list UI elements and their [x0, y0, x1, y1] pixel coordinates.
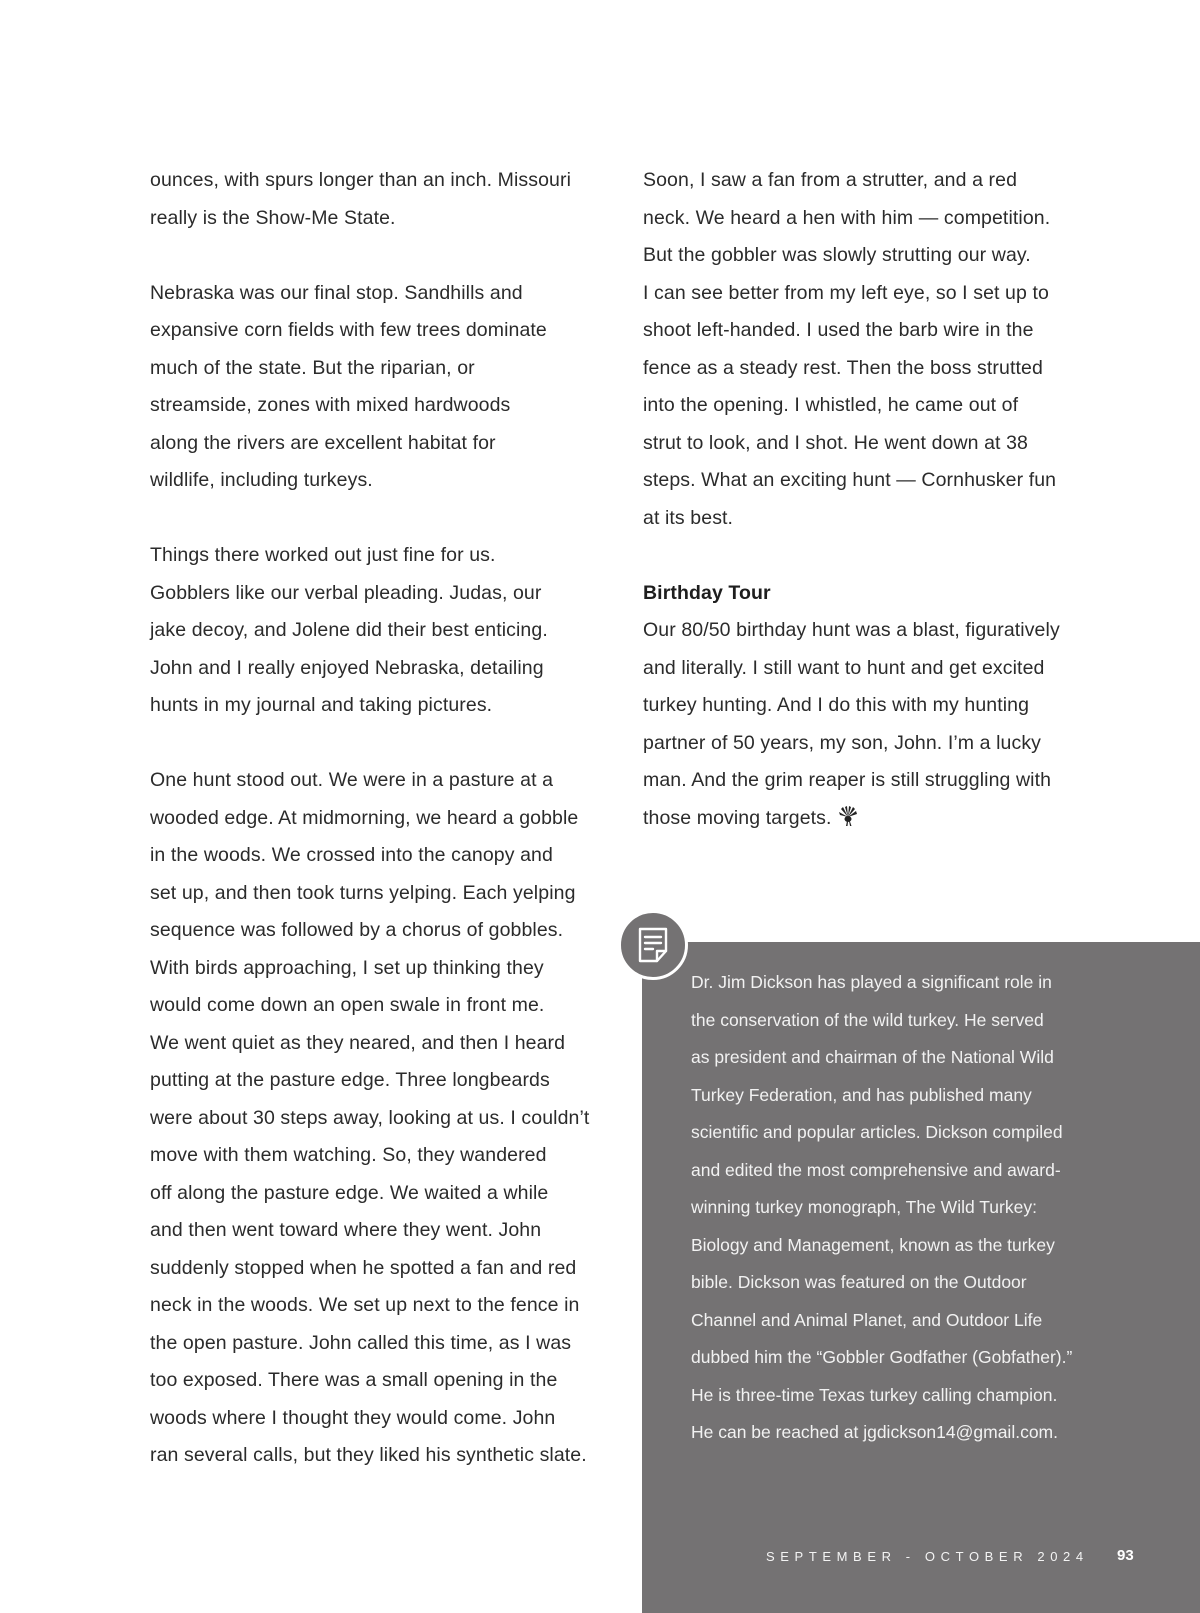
text-line: really is the Show-Me State. [150, 206, 396, 229]
text-line: putting at the pasture edge. Three longbeards [150, 1069, 550, 1091]
text-line: the open pasture. John called this time, as I was [150, 1331, 572, 1354]
text-line: into the opening. I whistled, he came out of [643, 394, 1019, 416]
section [643, 575, 1103, 840]
text-line: and then went toward where they went. John [150, 1219, 542, 1241]
bio-line: and edited the most comprehensive and award- [691, 1159, 1061, 1180]
bio-line: He is three-time Texas turkey calling champion. [691, 1384, 1058, 1405]
text-line: expansive corn fields with few trees dominate [150, 319, 547, 341]
text-line: Gobblers like our verbal pleading. Judas, our [150, 581, 542, 604]
paragraph [150, 275, 600, 500]
issue-date: SEPTEMBER - OCTOBER 2024 [766, 1549, 1089, 1564]
text-line: jake decoy, and Jolene did their best enticing. [150, 619, 548, 641]
text-line: those moving targets. [643, 806, 832, 829]
bio-line: the conservation of the wild turkey. He served [691, 1009, 1044, 1030]
right-column [643, 162, 1103, 839]
document-icon [618, 910, 688, 980]
text-line: Soon, I saw a fan from a strutter, and a red [643, 169, 1018, 191]
text-line: partner of 50 years, my son, John. I’m a lucky [643, 731, 1042, 754]
last-line [643, 800, 1103, 840]
author-bio-box [642, 942, 1200, 1613]
text-line: set up, and then took turns yelping. Each yelping [150, 881, 576, 904]
text-line: woods where I thought they would come. John [150, 1406, 556, 1429]
text-line: move with them watching. So, they wandered [150, 1144, 547, 1166]
text-line: and literally. I still want to hunt and get excited [643, 656, 1045, 679]
text-line: steps. What an exciting hunt — Cornhusker fun [643, 469, 1057, 491]
text-line: Our 80/50 birthday hunt was a blast, figuratively [643, 619, 1060, 641]
text-line: I can see better from my left eye, so I set up to [643, 281, 1049, 304]
paragraph [150, 162, 600, 237]
text-line: in the woods. We crossed into the canopy and [150, 844, 553, 866]
turkey-end-mark-icon [838, 802, 858, 840]
text-line: sequence was followed by a chorus of gobbles. [150, 919, 564, 941]
section-heading: Birthday Tour [643, 581, 771, 604]
text-line: hunts in my journal and taking pictures. [150, 694, 493, 716]
text-line: man. And the grim reaper is still struggling with [643, 769, 1052, 791]
page-number: 93 [1117, 1547, 1134, 1564]
bio-line: Dr. Jim Dickson has played a significant role in [691, 972, 1052, 992]
bio-line: He can be reached at jgdickson14@gmail.com. [691, 1422, 1058, 1442]
text-line: With birds approaching, I set up thinking they [150, 956, 544, 979]
bio-line: dubbed him the “Gobbler Godfather (Gobfather).” [691, 1347, 1073, 1367]
text-line: streamside, zones with mixed hardwoods [150, 394, 511, 416]
text-line: off along the pasture edge. We waited a while [150, 1181, 549, 1204]
text-line: turkey hunting. And I do this with my hunting [643, 694, 1030, 716]
text-line: John and I really enjoyed Nebraska, detailing [150, 656, 544, 679]
text-line: shoot left-handed. I used the barb wire in the [643, 319, 1034, 341]
text-line: wooded edge. At midmorning, we heard a gobble [150, 806, 579, 829]
text-line: ounces, with spurs longer than an inch. Missouri [150, 169, 572, 191]
paragraph [643, 162, 1103, 537]
text-line: Things there worked out just fine for us. [150, 544, 496, 566]
text-line: One hunt stood out. We were in a pasture at a [150, 769, 554, 791]
author-bio [691, 964, 1171, 1452]
bio-line: winning turkey monograph, The Wild Turkey: [691, 1197, 1037, 1217]
bio-line: bible. Dickson was featured on the Outdoor [691, 1272, 1027, 1292]
text-line: fence as a steady rest. Then the boss strutted [643, 356, 1043, 379]
bio-line: as president and chairman of the National Wild [691, 1047, 1054, 1067]
text-line: neck. We heard a hen with him — competition. [643, 206, 1051, 229]
paragraph [150, 762, 600, 1475]
bio-line: Turkey Federation, and has published many [691, 1084, 1032, 1105]
text-line: But the gobbler was slowly strutting our way. [643, 244, 1031, 266]
text-line: at its best. [643, 506, 734, 529]
text-line: wildlife, including turkeys. [150, 469, 373, 491]
text-line: neck in the woods. We set up next to the fence in [150, 1294, 580, 1316]
bio-line: scientific and popular articles. Dickson compiled [691, 1122, 1063, 1142]
paragraph [150, 537, 600, 725]
text-line: ran several calls, but they liked his synthetic slate. [150, 1444, 587, 1466]
text-line: suddenly stopped when he spotted a fan and red [150, 1256, 577, 1279]
text-line: Nebraska was our final stop. Sandhills and [150, 281, 523, 304]
bio-line: Channel and Animal Planet, and Outdoor Life [691, 1309, 1043, 1330]
text-line: were about 30 steps away, looking at us. I couldn’t [150, 1106, 590, 1129]
text-line: We went quiet as they neared, and then I heard [150, 1031, 566, 1054]
text-line: would come down an open swale in front me. [150, 994, 545, 1016]
text-line: along the rivers are excellent habitat for [150, 431, 496, 454]
left-column [150, 162, 600, 1475]
text-line: strut to look, and I shot. He went down at 38 [643, 431, 1028, 454]
text-line: too exposed. There was a small opening in the [150, 1369, 558, 1391]
text-line: much of the state. But the riparian, or [150, 356, 475, 379]
bio-line: Biology and Management, known as the turkey [691, 1234, 1055, 1255]
